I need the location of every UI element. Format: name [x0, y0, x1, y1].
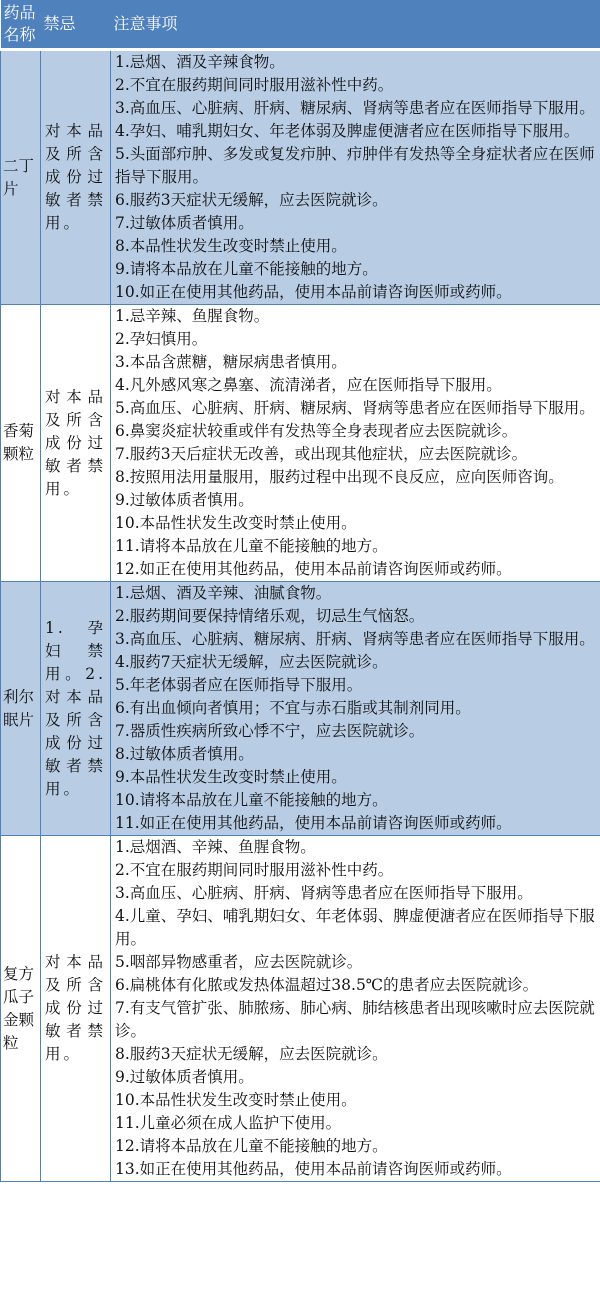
precaution-item: 11.请将本品放在儿童不能接触的地方。 — [115, 537, 388, 555]
precaution-item: 12.请将本品放在儿童不能接触的地方。 — [115, 1137, 388, 1155]
precaution-item: 6.有出血倾向者慎用；不宜与赤石脂或其制剂同用。 — [115, 699, 471, 717]
precaution-item: 12.如正在使用其他药品，使用本品前请咨询医师或药师。 — [115, 560, 512, 578]
header-row — [1, 0, 600, 50]
table-row — [1, 305, 600, 582]
precautions-cell — [111, 582, 600, 836]
precaution-item: 10.如正在使用其他药品，使用本品前请咨询医师或药师。 — [115, 283, 512, 301]
precaution-item: 8.过敏体质者慎用。 — [115, 745, 254, 763]
precaution-item: 3.本品含蔗糖，糖尿病患者慎用。 — [115, 353, 347, 371]
precaution-item: 7.器质性疾病所致心悸不宁，应去医院就诊。 — [115, 722, 425, 740]
drug-name-cell: 香菊颗粒 — [1, 305, 41, 582]
precaution-item: 1.忌烟酒、辛辣、鱼腥食物。 — [115, 838, 316, 856]
drug-name-cell: 二丁片 — [1, 50, 41, 305]
precaution-item: 5.头面部疖肿、多发或复发疖肿、疖肿伴有发热等全身症状者应在医师指导下服用。 — [115, 145, 595, 186]
precaution-item: 5.年老体弱者应在医师指导下服用。 — [115, 676, 363, 694]
precaution-item: 3.高血压、心脏病、糖尿病、肝病、肾病等患者应在医师指导下服用。 — [115, 630, 595, 648]
precaution-item: 13.如正在使用其他药品，使用本品前请咨询医师或药师。 — [115, 1160, 512, 1178]
precaution-item: 8.本品性状发生改变时禁止使用。 — [115, 237, 347, 255]
precautions-cell — [111, 836, 600, 1182]
precaution-item: 10.本品性状发生改变时禁止使用。 — [115, 1091, 357, 1109]
precaution-item: 7.过敏体质者慎用。 — [115, 214, 254, 232]
precaution-item: 2.服药期间要保持情绪乐观，切忌生气恼怒。 — [115, 607, 425, 625]
precaution-item: 10.请将本品放在儿童不能接触的地方。 — [115, 791, 388, 809]
precaution-item: 5.咽部异物感重者，应去医院就诊。 — [115, 953, 363, 971]
precaution-item: 9.过敏体质者慎用。 — [115, 1068, 254, 1086]
contraindication-cell: 对本品及所含成份过敏者禁用。 — [41, 305, 111, 582]
table-row — [1, 50, 600, 305]
contraindication-cell: 对本品及所含成份过敏者禁用。 — [41, 836, 111, 1182]
precaution-item: 2.不宜在服药期间同时服用滋补性中药。 — [115, 861, 394, 879]
precaution-item: 7.有支气管扩张、肺脓疡、肺心病、肺结核患者出现咳嗽时应去医院就诊。 — [115, 999, 595, 1040]
precaution-item: 8.服药3天症状无缓解，应去医院就诊。 — [115, 1045, 388, 1063]
precaution-item: 11.如正在使用其他药品，使用本品前请咨询医师或药师。 — [115, 814, 512, 832]
precaution-item: 11.儿童必须在成人监护下使用。 — [115, 1114, 342, 1132]
precaution-item: 5.高血压、心脏病、肝病、糖尿病、肾病等患者应在医师指导下服用。 — [115, 399, 595, 417]
drug-name-cell: 利尔眠片 — [1, 582, 41, 836]
precaution-item: 4.儿童、孕妇、哺乳期妇女、年老体弱、脾虚便溏者应在医师指导下服用。 — [115, 907, 595, 948]
precaution-item: 9.请将本品放在儿童不能接触的地方。 — [115, 260, 378, 278]
table-row — [1, 582, 600, 836]
precaution-item: 8.按照用法用量服用，服药过程中出现不良反应，应向医师咨询。 — [115, 468, 564, 486]
precaution-item: 6.服药3天症状无缓解，应去医院就诊。 — [115, 191, 388, 209]
precaution-item: 3.高血压、心脏病、肝病、糖尿病、肾病等患者应在医师指导下服用。 — [115, 99, 595, 117]
header-contraindications: 禁忌 — [41, 0, 111, 50]
header-precautions: 注意事项 — [111, 0, 600, 50]
precaution-item: 9.过敏体质者慎用。 — [115, 491, 254, 509]
precaution-item: 1.忌烟、酒及辛辣食物。 — [115, 53, 285, 71]
precaution-item: 4.孕妇、哺乳期妇女、年老体弱及脾虚便溏者应在医师指导下服用。 — [115, 122, 580, 140]
precaution-item: 1.忌烟、酒及辛辣、油腻食物。 — [115, 584, 332, 602]
precaution-item: 3.高血压、心脏病、肝病、肾病等患者应在医师指导下服用。 — [115, 884, 533, 902]
precaution-item: 6.鼻窦炎症状较重或伴有发热等全身表现者应去医院就诊。 — [115, 422, 518, 440]
precautions-cell — [111, 305, 600, 582]
precaution-item: 10.本品性状发生改变时禁止使用。 — [115, 514, 357, 532]
precaution-item: 2.不宜在服药期间同时服用滋补性中药。 — [115, 76, 394, 94]
precaution-item: 9.本品性状发生改变时禁止使用。 — [115, 768, 347, 786]
precaution-item: 2.孕妇慎用。 — [115, 330, 208, 348]
drug-name-cell: 复方瓜子金颗粒 — [1, 836, 41, 1182]
contraindication-cell: 对本品及所含成份过敏者禁用。 — [41, 50, 111, 305]
header-drug-name: 药品名称 — [1, 0, 41, 50]
precaution-item: 7.服药3天后症状无改善，或出现其他症状，应去医院就诊。 — [115, 445, 528, 463]
precaution-item: 4.服药7天症状无缓解，应去医院就诊。 — [115, 653, 388, 671]
table-row — [1, 836, 600, 1182]
precaution-item: 6.扁桃体有化脓或发热体温超过38.5℃的患者应去医院就诊。 — [115, 976, 539, 994]
precaution-item: 4.凡外感风寒之鼻塞、流清涕者，应在医师指导下服用。 — [115, 376, 502, 394]
contraindication-cell: 1. 孕妇禁用。2. 对本品及所含成份过敏者禁用。 — [41, 582, 111, 836]
precautions-cell — [111, 50, 600, 305]
precaution-item: 1.忌辛辣、鱼腥食物。 — [115, 307, 270, 325]
